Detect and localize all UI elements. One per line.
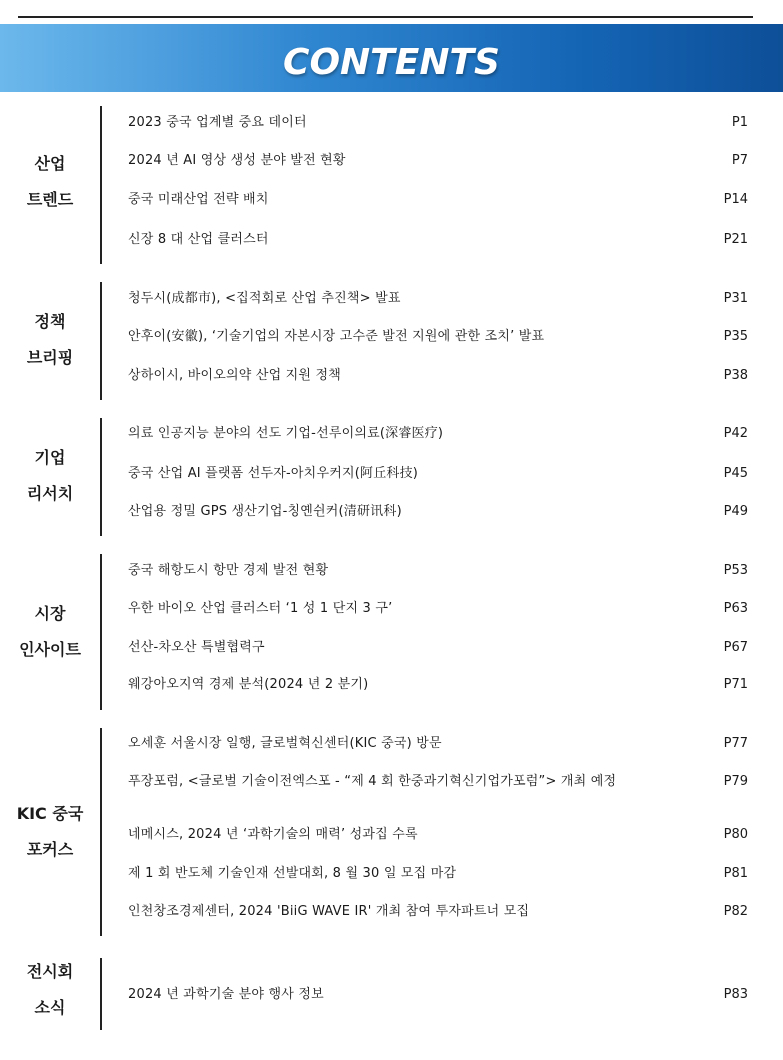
toc-entry-page: P49 [723, 504, 748, 519]
category-line: 소식 [34, 998, 66, 1017]
toc-entry-title: 선산-차오산 특별협력구 [128, 640, 265, 655]
section-category [0, 796, 100, 868]
top-rule [18, 16, 753, 18]
toc-entry-page: P80 [723, 827, 748, 842]
toc-entry-title: 청두시(成都市), <집적회로 산업 추진책> 발표 [128, 291, 401, 306]
toc-entry-page: P35 [723, 329, 748, 344]
toc-entry-title: 신장 8 대 산업 클러스터 [128, 232, 269, 247]
toc-entry-page: P63 [723, 601, 748, 616]
category-line: 시장 [34, 604, 66, 623]
section-divider [100, 728, 102, 936]
toc-entry-page: P1 [731, 115, 748, 130]
toc-entry-title: 의료 인공지능 분야의 선도 기업-선루이의료(深睿医疗) [128, 426, 444, 441]
category-line: KIC 중국 [16, 804, 84, 823]
toc-entry-title: 2024 년 과학기술 분야 행사 정보 [128, 987, 324, 1002]
toc-entry-page: P21 [723, 232, 748, 247]
section-divider [100, 958, 102, 1030]
toc-entry-page: P82 [723, 904, 748, 919]
section-divider [100, 282, 102, 400]
category-line: 브리핑 [26, 348, 74, 367]
toc-entry-page: P14 [723, 192, 748, 207]
toc-entry-page: P53 [723, 563, 748, 578]
toc-entry-title: 상하이시, 바이오의약 산업 지원 정책 [128, 368, 342, 383]
section-divider [100, 554, 102, 710]
section-category [0, 304, 100, 376]
toc-entry-title: 산업용 정밀 GPS 생산기업-칭옌쉰커(清研讯科) [128, 504, 402, 519]
category-line: 포커스 [26, 840, 74, 859]
toc-entry-title: 2023 중국 업계별 중요 데이터 [128, 115, 307, 130]
category-line: 리서치 [26, 484, 74, 503]
toc-entry-title: 2024 년 AI 영상 생성 분야 발전 현황 [128, 153, 346, 168]
section-category [0, 596, 100, 668]
section-category [0, 954, 100, 1026]
toc-entry-title: 오세훈 서울시장 일행, 글로벌혁신센터(KIC 중국) 방문 [128, 736, 442, 751]
toc-entry-page: P7 [731, 153, 748, 168]
toc-entry-page: P31 [723, 291, 748, 306]
toc-entry-title: 안후이(安徽), ‘기술기업의 자본시장 고수준 발전 지원에 관한 조치’ 발표 [128, 329, 545, 344]
toc-entry-page: P79 [723, 774, 748, 789]
category-line: 트렌드 [26, 190, 74, 209]
section-category [0, 146, 100, 218]
section-category [0, 440, 100, 512]
category-line: 산업 [34, 154, 66, 173]
section-divider [100, 418, 102, 536]
toc-entry-title: 네메시스, 2024 년 ‘과학기술의 매력’ 성과집 수록 [128, 827, 418, 842]
page-title: CONTENTS [283, 42, 500, 83]
toc-entry-page: P38 [723, 368, 748, 383]
toc-entry-page: P77 [723, 736, 748, 751]
category-line: 인사이트 [19, 640, 81, 659]
category-line: 기업 [34, 448, 66, 467]
toc-entry-page: P42 [723, 426, 748, 441]
toc-entry-title: 우한 바이오 산업 클러스터 ‘1 성 1 단지 3 구’ [128, 601, 393, 616]
toc-entry-title: 중국 미래산업 전략 배치 [128, 192, 269, 207]
section-divider [100, 106, 102, 264]
toc-entry-title: 인천창조경제센터, 2024 'BiiG WAVE IR' 개최 참여 투자파트너 모집 [128, 904, 530, 919]
toc-entry-page: P83 [723, 987, 748, 1002]
toc-entry-title: 중국 해항도시 항만 경제 발전 현황 [128, 563, 329, 578]
category-line: 정책 [34, 312, 66, 331]
toc-entry-title: 제 1 회 반도체 기술인재 선발대회, 8 월 30 일 모집 마감 [128, 866, 457, 881]
category-line: 전시회 [26, 962, 74, 981]
toc-entry-page: P71 [723, 677, 748, 692]
toc-entry-title: 웨강아오지역 경제 분석(2024 년 2 분기) [128, 677, 369, 692]
toc-entry-page: P67 [723, 640, 748, 655]
toc-entry-title: 푸장포럼, <글로벌 기술이전엑스포 - “제 4 회 한중과기혁신기업가포럼”> 개최 예정 [128, 774, 617, 789]
toc-entry-title: 중국 산업 AI 플랫폼 선두자-아치우커지(阿丘科技) [128, 466, 419, 481]
toc-entry-page: P45 [723, 466, 748, 481]
toc-entry-page: P81 [723, 866, 748, 881]
